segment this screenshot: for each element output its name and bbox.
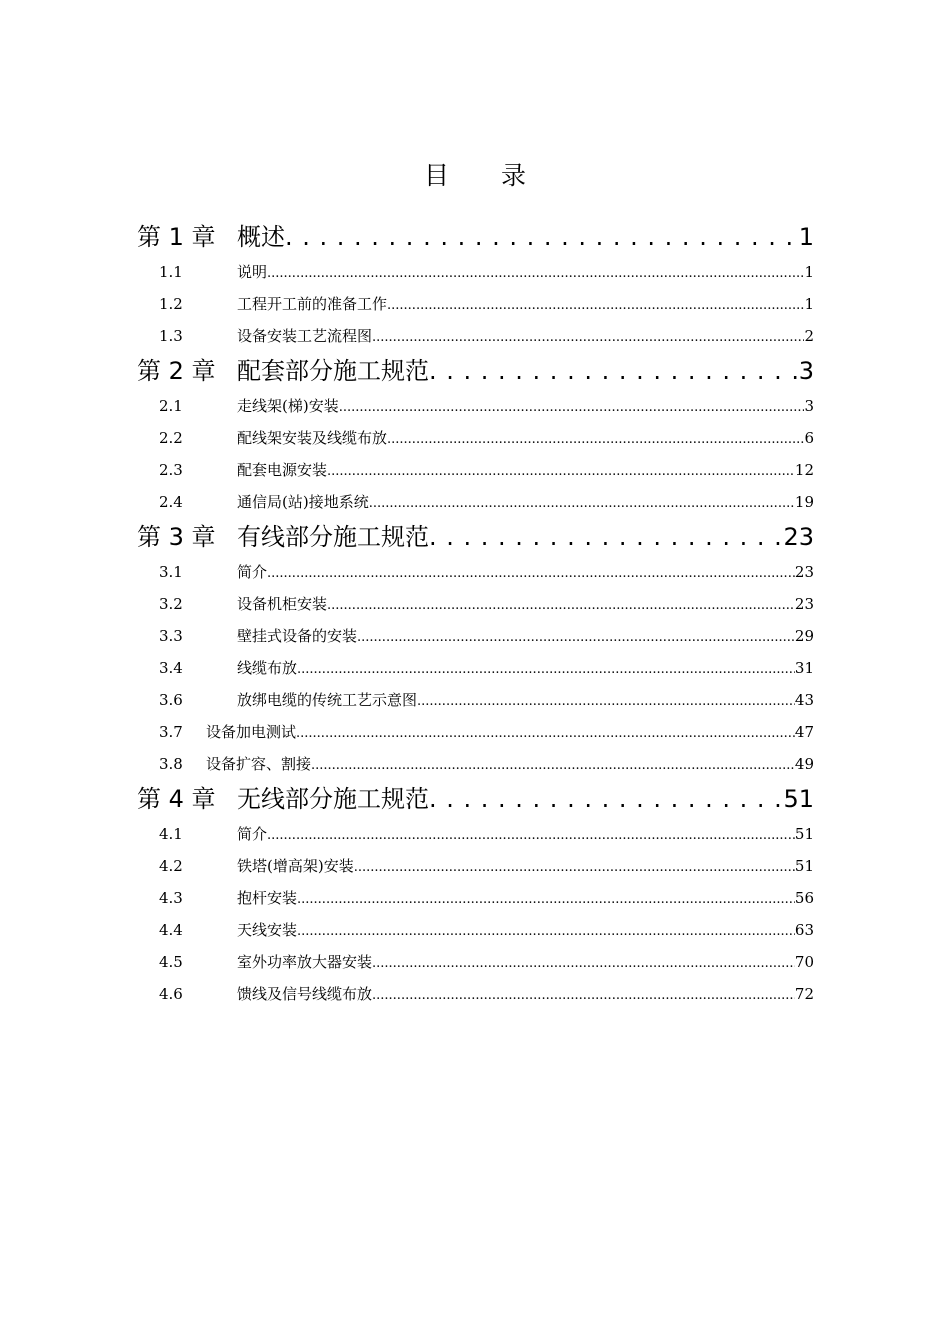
toc-page-number: 23: [794, 595, 814, 613]
toc-section-entry[interactable]: [137, 716, 814, 748]
toc-dot-leader: [372, 322, 804, 352]
toc-entry-title: 概述: [237, 223, 285, 251]
toc-entry-number: 2.3: [159, 461, 183, 479]
toc-section-entry[interactable]: [137, 946, 814, 978]
toc-section-entry[interactable]: [137, 684, 814, 716]
toc-dot-leader: [267, 820, 795, 850]
toc-entry-number: 4.3: [159, 889, 183, 907]
toc-entry-title: 配线架安装及线缆布放: [237, 429, 388, 447]
toc-entry-title: 有线部分施工规范: [237, 523, 429, 551]
toc-section-entry[interactable]: [137, 748, 814, 780]
toc-page-number: 23: [783, 523, 814, 551]
toc-entry-title: 壁挂式设备的安装: [237, 627, 358, 645]
toc-dot-leader: [311, 750, 795, 780]
toc-dot-leader: [327, 456, 795, 486]
toc-entry-number: 1.1: [159, 263, 183, 281]
toc-entry-title: 工程开工前的准备工作: [237, 295, 388, 313]
toc-entry-title: 简介: [237, 825, 268, 843]
toc-entry-title: 简介: [237, 563, 268, 581]
toc-section-entry[interactable]: [137, 454, 814, 486]
toc-entry-number: 4.4: [159, 921, 183, 939]
toc-entry-title: 设备机柜安装: [237, 595, 328, 613]
toc-dot-leader: [297, 916, 795, 946]
toc-entry-title: 设备扩容、割接: [206, 755, 312, 773]
toc-page-number: 51: [783, 785, 814, 813]
toc-section-entry[interactable]: [137, 320, 814, 352]
toc-page-number: 47: [794, 723, 814, 741]
toc-section-entry[interactable]: [137, 390, 814, 422]
toc-entry-number: 2.4: [159, 493, 183, 511]
toc-dot-leader: [327, 590, 795, 620]
toc-entry-title: 线缆布放: [237, 659, 298, 677]
toc-entry-number: 第 3 章: [137, 523, 216, 551]
toc-entry-title: 说明: [237, 263, 268, 281]
toc-section-entry[interactable]: [137, 850, 814, 882]
toc-page-number: 72: [794, 985, 814, 1003]
toc-entry-number: 4.6: [159, 985, 183, 1003]
toc-dot-leader: [296, 718, 795, 748]
toc-page-number: 1: [804, 295, 814, 313]
toc-page-number: 31: [794, 659, 814, 677]
toc-page-number: 63: [794, 921, 814, 939]
toc-dot-leader: [429, 518, 783, 556]
toc-page-number: 43: [794, 691, 814, 709]
toc-chapter-entry[interactable]: [137, 780, 814, 818]
toc-section-entry[interactable]: [137, 486, 814, 518]
toc-section-entry[interactable]: [137, 620, 814, 652]
toc-dot-leader: [369, 488, 795, 518]
toc-dot-leader: [354, 852, 795, 882]
toc-page-number: 6: [804, 429, 814, 447]
toc-section-entry[interactable]: [137, 818, 814, 850]
toc-dot-leader: [267, 558, 795, 588]
toc-entry-number: 第 2 章: [137, 357, 216, 385]
toc-entry-title: 铁塔(增高架)安装: [237, 857, 354, 875]
toc-section-entry[interactable]: [137, 422, 814, 454]
toc-entry-title: 设备安装工艺流程图: [237, 327, 373, 345]
toc-entry-title: 天线安装: [237, 921, 298, 939]
toc-page-number: 49: [794, 755, 814, 773]
toc-section-entry[interactable]: [137, 588, 814, 620]
toc-dot-leader: [297, 884, 795, 914]
toc-entry-number: 1.3: [159, 327, 183, 345]
toc-entry-number: 3.1: [159, 563, 183, 581]
toc-entry-number: 2.2: [159, 429, 183, 447]
toc-section-entry[interactable]: [137, 288, 814, 320]
toc-section-entry[interactable]: [137, 652, 814, 684]
toc-page-number: 56: [794, 889, 814, 907]
toc-entry-title: 馈线及信号线缆布放: [237, 985, 373, 1003]
toc-page-number: 70: [794, 953, 814, 971]
toc-chapter-entry[interactable]: [137, 518, 814, 556]
toc-entry-title: 设备加电测试: [206, 723, 297, 741]
toc-section-entry[interactable]: [137, 882, 814, 914]
toc-dot-leader: [429, 352, 799, 390]
toc-entry-title: 通信局(站)接地系统: [237, 493, 369, 511]
toc-dot-leader: [387, 290, 804, 320]
toc-chapter-entry[interactable]: [137, 218, 814, 256]
toc-dot-leader: [339, 392, 805, 422]
toc-entry-title: 放绑电缆的传统工艺示意图: [237, 691, 418, 709]
toc-section-entry[interactable]: [137, 556, 814, 588]
toc-entry-number: 3.3: [159, 627, 183, 645]
toc-section-entry[interactable]: [137, 914, 814, 946]
toc-entry-number: 3.4: [159, 659, 183, 677]
toc-page-number: 23: [794, 563, 814, 581]
toc-page-number: 12: [794, 461, 814, 479]
toc-entry-number: 4.1: [159, 825, 183, 843]
toc-dot-leader: [297, 654, 795, 684]
toc-dot-leader: [417, 686, 795, 716]
toc-entry-number: 4.5: [159, 953, 183, 971]
toc-dot-leader: [387, 424, 804, 454]
toc-entry-number: 3.2: [159, 595, 183, 613]
toc-entry-number: 第 1 章: [137, 223, 216, 251]
toc-entry-title: 配套电源安装: [237, 461, 328, 479]
toc-page-number: 29: [794, 627, 814, 645]
toc-page-number: 1: [804, 263, 814, 281]
toc-page-number: 3: [804, 397, 814, 415]
toc-page-number: 2: [804, 327, 814, 345]
toc-section-entry[interactable]: [137, 256, 814, 288]
toc-dot-leader: [285, 218, 799, 256]
toc-page-number: 19: [794, 493, 814, 511]
toc-entry-title: 走线架(梯)安装: [237, 397, 339, 415]
toc-entry-number: 3.8: [159, 755, 183, 773]
toc-entry-number: 4.2: [159, 857, 183, 875]
toc-page-number: 51: [794, 857, 814, 875]
toc-dot-leader: [267, 258, 804, 288]
toc-entry-title: 抱杆安装: [237, 889, 298, 907]
toc-page-number: 1: [798, 223, 814, 251]
toc-entry-title: 配套部分施工规范: [237, 357, 429, 385]
toc-entry-number: 3.7: [159, 723, 183, 741]
toc-entry-number: 1.2: [159, 295, 183, 313]
toc-title: 目 录: [424, 161, 548, 190]
toc-page-number: 3: [798, 357, 814, 385]
toc-dot-leader: [372, 980, 795, 1010]
toc-dot-leader: [429, 780, 783, 818]
toc-page-number: 51: [794, 825, 814, 843]
toc-chapter-entry[interactable]: [137, 352, 814, 390]
toc-entry-number: 3.6: [159, 691, 183, 709]
toc-section-entry[interactable]: [137, 978, 814, 1010]
toc-dot-leader: [372, 948, 795, 978]
toc-entry-number: 2.1: [159, 397, 183, 415]
toc-entry-number: 第 4 章: [137, 785, 216, 813]
toc-dot-leader: [357, 622, 795, 652]
table-of-contents: [137, 218, 814, 1010]
toc-entry-title: 无线部分施工规范: [237, 785, 429, 813]
toc-entry-title: 室外功率放大器安装: [237, 953, 373, 971]
